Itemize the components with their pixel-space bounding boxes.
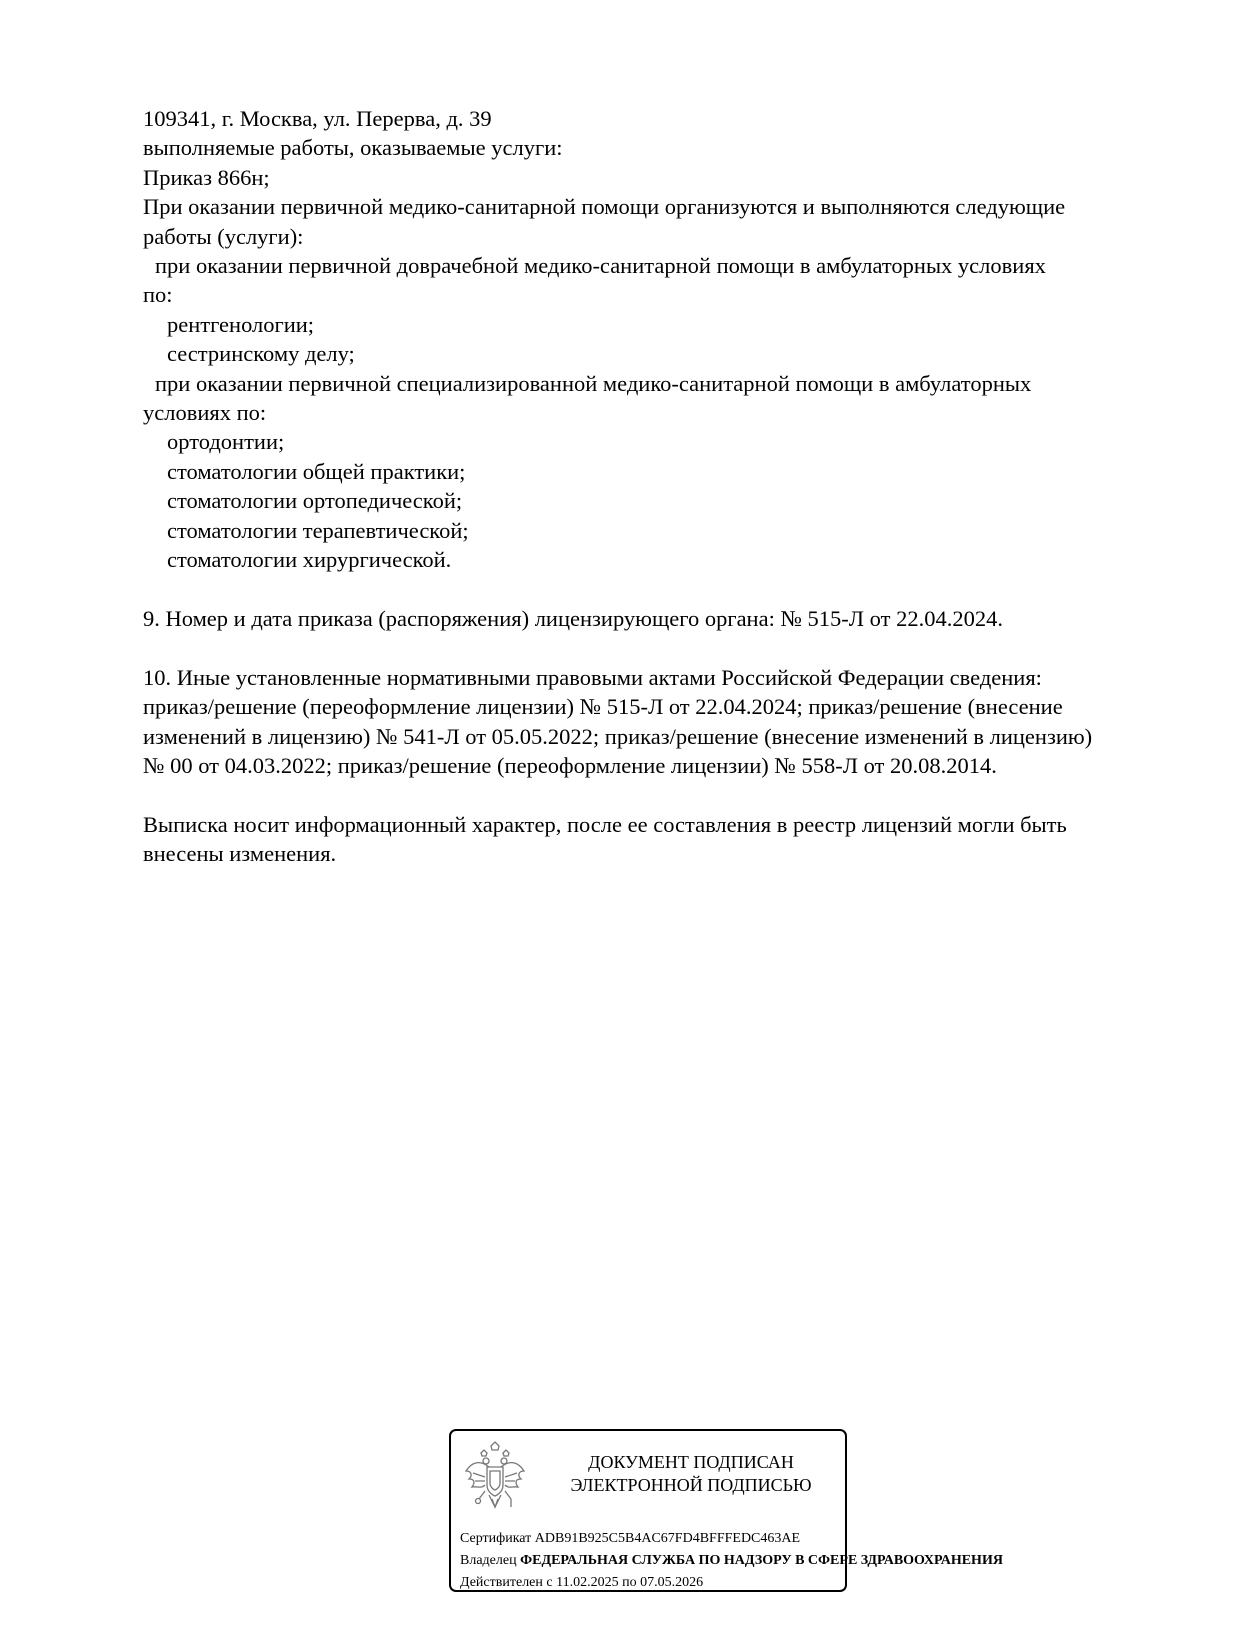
- prehospital-heading: при оказании первичной доврачебной медико-санитарной помощи в амбулаторных условиях: [155, 253, 1046, 279]
- certificate-value: ADB91B925C5B4AC67FD4BFFFEDC463AE: [534, 1531, 801, 1546]
- address-line: 109341, г. Москва, ул. Перерва, д. 39: [143, 106, 492, 131]
- works-label: выполняемые работы, оказываемые услуги:: [143, 135, 563, 161]
- owner-value: ФЕДЕРАЛЬНАЯ СЛУЖБА ПО НАДЗОРУ В СФЕРЕ ЗДРАВООХРАНЕНИЯ: [520, 1553, 1003, 1568]
- intro-line: При оказании первичной медико-санитарной помощи организуются и выполняются следующие: [143, 194, 1066, 220]
- document-body: [143, 104, 1183, 869]
- list-item: ортодонтии;: [167, 429, 285, 455]
- list-item: стоматологии ортопедической;: [167, 488, 463, 514]
- stamp-title: [531, 1451, 851, 1497]
- item-10-line: № 00 от 04.03.2022; приказ/решение (переоформление лицензии) № 558-Л от 20.08.2014.: [143, 752, 997, 778]
- validity-row: Действителен с 11.02.2025 по 07.05.2026: [460, 1575, 704, 1590]
- order-line: Приказ 866н;: [143, 164, 270, 190]
- specialized-heading: условиях по:: [143, 400, 267, 426]
- list-item: стоматологии хирургической.: [167, 547, 452, 573]
- note-line: Выписка носит информационный характер, после ее составления в реестр лицензий могли быть: [143, 811, 1067, 837]
- signature-stamp: [449, 1429, 1003, 1592]
- owner-row: [460, 1552, 1003, 1570]
- certificate-label: Сертификат: [460, 1531, 532, 1546]
- stamp-title-line: ДОКУМЕНТ ПОДПИСАН: [588, 1452, 794, 1472]
- list-item: рентгенологии;: [167, 311, 315, 337]
- item-10-line: 10. Иные установленные нормативными правовыми актами Российской Федерации сведения:: [143, 664, 1042, 690]
- spacer: [143, 633, 1183, 662]
- item-10-line: изменений в лицензию) № 541-Л от 05.05.2022; приказ/решение (внесение изменений в лицензию): [143, 723, 1093, 749]
- item-9: 9. Номер и дата приказа (распоряжения) лицензирующего органа: № 515-Л от 22.04.2024.: [143, 605, 1003, 631]
- list-item: стоматологии терапевтической;: [167, 517, 469, 543]
- specialized-heading: при оказании первичной специализированной медико-санитарной помощи в амбулаторных: [155, 370, 1032, 396]
- list-item: стоматологии общей практики;: [167, 458, 466, 484]
- note-line: внесены изменения.: [143, 841, 337, 867]
- spacer: [143, 575, 1183, 604]
- certificate-row: [460, 1530, 800, 1548]
- list-item: сестринскому делу;: [167, 341, 355, 367]
- owner-label: Владелец: [460, 1553, 517, 1568]
- spacer: [143, 780, 1183, 809]
- stamp-title-line: ЭЛЕКТРОННОЙ ПОДПИСЬЮ: [570, 1475, 812, 1495]
- item-10-line: приказ/решение (переоформление лицензии) № 515-Л от 22.04.2024; приказ/решение (внесение: [143, 694, 1063, 720]
- intro-line: работы (услуги):: [143, 223, 304, 249]
- prehospital-heading: по:: [143, 282, 173, 308]
- coat-of-arms-icon: [463, 1441, 527, 1513]
